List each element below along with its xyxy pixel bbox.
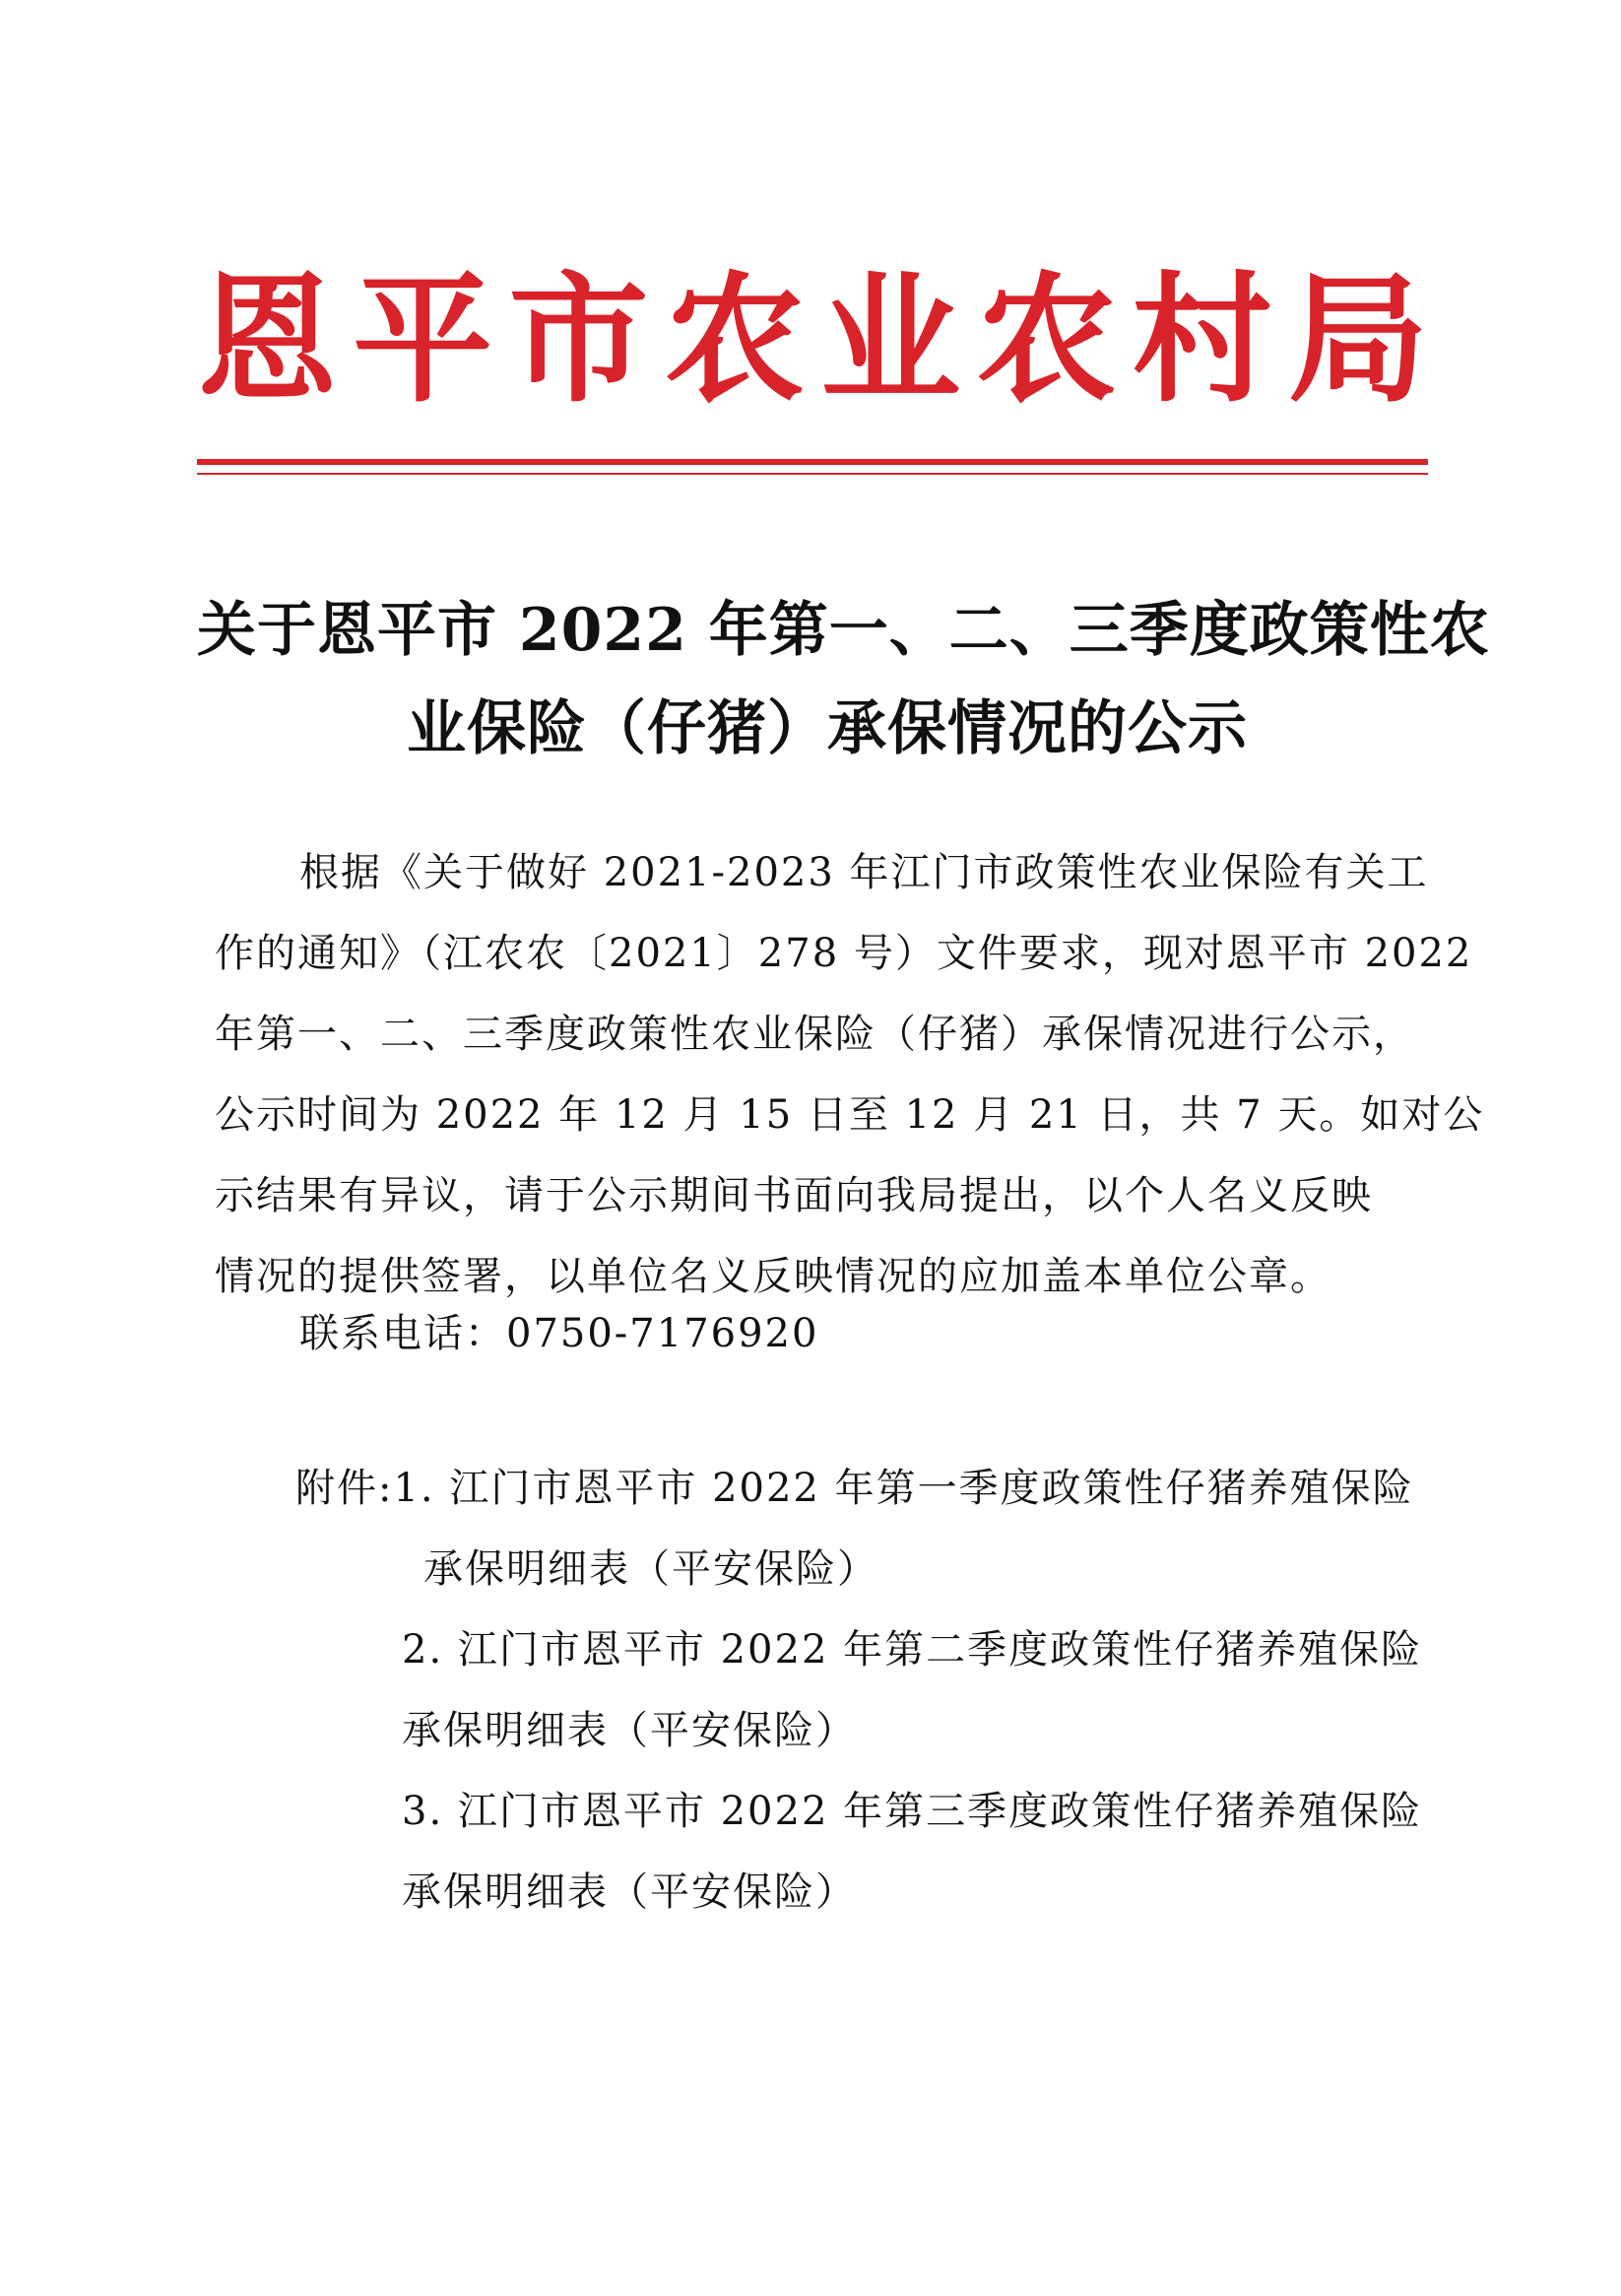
document-title (197, 581, 1490, 778)
attachments-label: 附件: (295, 1466, 394, 1511)
header-char: 农 (976, 258, 1117, 422)
body-line: 公示时间为 2022 年 12 月 15 日至 12 月 21 日，共 7 天。如对公 (215, 1092, 1485, 1138)
header-char: 恩 (197, 258, 337, 422)
title-line-2: 业保险（仔猪）承保情况的公示 (407, 694, 1248, 763)
body-line: 年第一、二、三季度政策性农业保险（仔猪）承保情况进行公示， (215, 1012, 1414, 1057)
header-char: 市 (508, 258, 649, 422)
body-paragraph (215, 832, 1485, 1317)
attachment-item-2: 2. 江门市恩平市 2022 年第二季度政策性仔猪养殖保险 (402, 1627, 1423, 1673)
attachment-title: 1. 江门市恩平市 2022 年第一季度政策性仔猪养殖保险 (393, 1466, 1414, 1511)
header-divider-thick (197, 459, 1428, 465)
header-char: 业 (820, 258, 961, 422)
header-divider-thin (197, 473, 1428, 475)
body-line: 情况的提供签署，以单位名义反映情况的应加盖本单位公章。 (215, 1254, 1331, 1299)
body-line: 示结果有异议，请于公示期间书面向我局提出，以个人名义反映 (215, 1173, 1373, 1218)
header-char: 局 (1287, 258, 1428, 422)
header-char: 农 (664, 258, 805, 422)
attachment-title-cont: 承保明细表（平安保险） (423, 1546, 878, 1592)
attachment-title-cont: 承保明细表（平安保险） (402, 1870, 857, 1915)
header-char: 村 (1132, 258, 1272, 422)
issuing-authority-header (197, 246, 1428, 433)
attachment-item-1 (295, 1448, 1477, 1529)
attachment-title-cont: 承保明细表（平安保险） (402, 1708, 857, 1753)
attachment-item-3: 3. 江门市恩平市 2022 年第三季度政策性仔猪养殖保险 (402, 1789, 1423, 1834)
body-line: 根据《关于做好 2021-2023 年江门市政策性农业保险有关工 (299, 850, 1429, 895)
header-char: 平 (353, 258, 493, 422)
attachments-list (295, 1448, 1477, 1933)
title-line-1: 关于恩平市 2022 年第一、二、三季度政策性农 (197, 596, 1490, 665)
contact-phone: 联系电话：0750-7176920 (299, 1311, 819, 1356)
body-line: 作的通知》（江农农〔2021〕278 号）文件要求，现对恩平市 2022 (215, 931, 1473, 976)
